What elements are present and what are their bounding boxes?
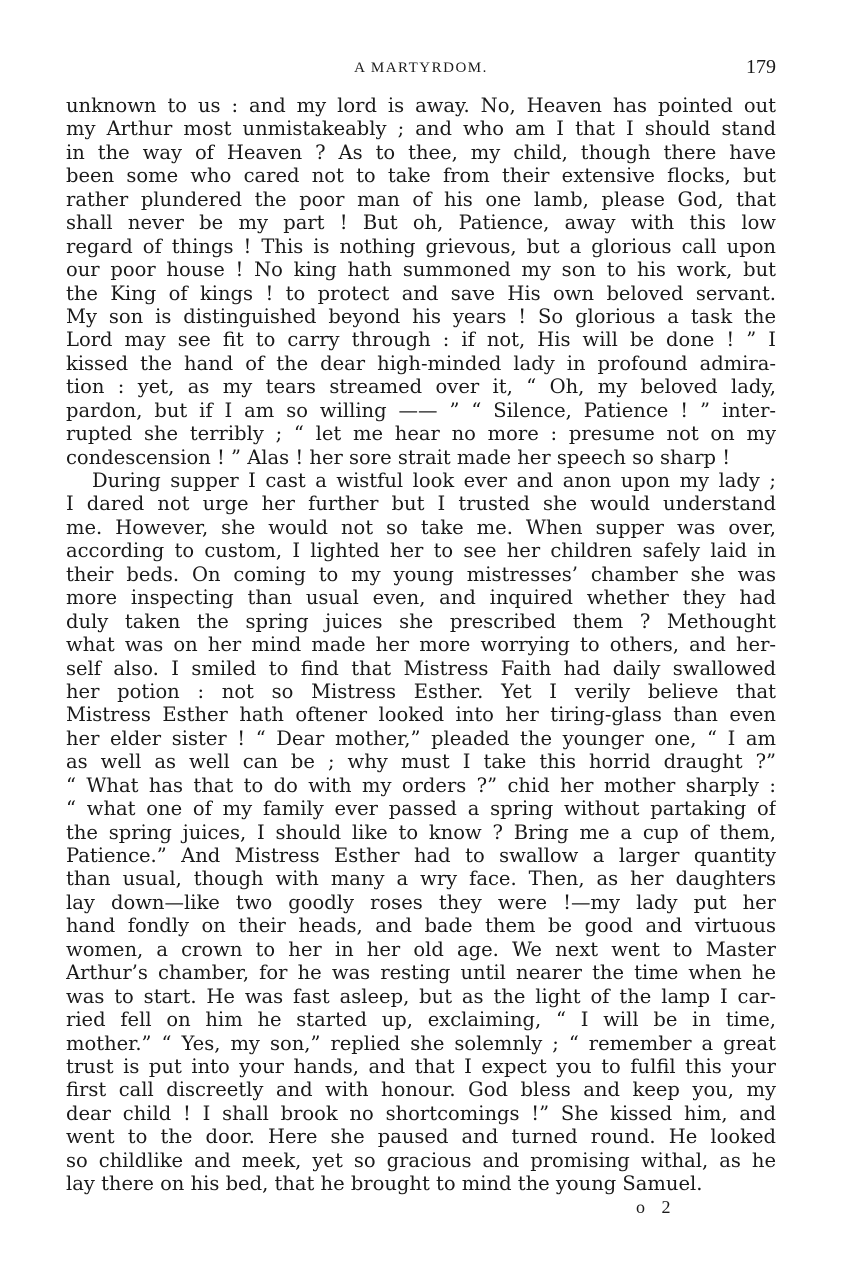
text-line: regard of things ! This is nothing grievous, but a glorious call upon — [66, 234, 776, 258]
text-line: lay down—like two goodly roses they were !—my lady put her — [66, 890, 776, 914]
body-text — [66, 94, 776, 1196]
running-title: A MARTYRDOM. — [354, 60, 488, 76]
text-line: went to the door. Here she paused and turned round. He looked — [66, 1125, 776, 1149]
text-line: our poor house ! No king hath summoned my son to his work, but — [66, 258, 776, 282]
text-line: hand fondly on their heads, and bade them be good and virtuous — [66, 914, 776, 938]
text-line: than usual, though with many a wry face. Then, as her daughters — [66, 867, 776, 891]
text-line: what was on her mind made her more worrying to others, and her- — [66, 633, 776, 657]
text-line: trust is put into your hands, and that I expect you to fulfil this your — [66, 1054, 776, 1078]
text-line: I dared not urge her further but I trusted she would understand — [66, 492, 776, 516]
text-line: her potion : not so Mistress Esther. Yet I verily believe that — [66, 679, 776, 703]
text-line: rupted she terribly ; “ let me hear no more : presume not on my — [66, 422, 776, 446]
text-line: Mistress Esther hath oftener looked into her tiring-glass than even — [66, 703, 776, 727]
text-line: unknown to us : and my lord is away. No, Heaven has pointed out — [66, 94, 776, 117]
text-line: my Arthur most unmistakeably ; and who am I that I should stand — [66, 117, 776, 141]
text-line: Patience.” And Mistress Esther had to swallow a larger quantity — [66, 844, 776, 867]
text-line: first call discreetly and with honour. God bless and keep you, my — [66, 1078, 776, 1102]
text-line: Lord may see fit to carry through : if not, His will be done ! ” I — [66, 328, 776, 352]
signature-mark: o 2 — [636, 1197, 677, 1217]
text-line: women, a crown to her in her old age. We next went to Master — [66, 937, 776, 961]
text-line: pardon, but if I am so willing —— ” “ Silence, Patience ! ” inter- — [66, 398, 776, 422]
text-line: as well as well can be ; why must I take this horrid draught ?” — [66, 750, 776, 774]
text-line: according to custom, I lighted her to see her children safely laid in — [66, 539, 776, 563]
text-line: dear child ! I shall brook no shortcomings !” She kissed him, and — [66, 1101, 776, 1125]
text-line: rather plundered the poor man of his one lamb, please God, that — [66, 187, 776, 211]
text-line: condescension ! ” Alas ! her sore strait made her speech so sharp ! — [66, 445, 731, 469]
text-line: mother.” “ Yes, my son,” replied she solemnly ; “ remember a great — [66, 1031, 776, 1055]
text-line: their beds. On coming to my young mistresses’ chamber she was — [66, 562, 776, 586]
text-line: more inspecting than usual even, and inquired whether they had — [66, 586, 776, 610]
text-line: My son is distinguished beyond his years ! So glorious a task the — [66, 304, 776, 328]
text-line: lay there on his bed, that he brought to mind the young Samuel. — [66, 1172, 703, 1196]
text-line: duly taken the spring juices she prescribed them ? Methought — [66, 609, 776, 633]
text-line: “ What has that to do with my orders ?” chid her mother sharply : — [66, 773, 776, 797]
running-head — [66, 56, 776, 82]
text-line: shall never be my part ! But oh, Patience, away with this low — [66, 211, 776, 235]
paragraph-start-line: During supper I cast a wistful look ever and anon upon my lady ; — [92, 469, 776, 492]
text-line: been some who cared not to take from their extensive flocks, but — [66, 164, 776, 188]
text-line: “ what one of my family ever passed a spring without partaking of — [66, 797, 776, 821]
text-line: her elder sister ! “ Dear mother,” pleaded the younger one, “ I am — [66, 726, 776, 750]
text-line: tion : yet, as my tears streamed over it, “ Oh, my beloved lady, — [66, 375, 776, 399]
text-line: self also. I smiled to find that Mistress Faith had daily swallowed — [66, 656, 776, 680]
text-line: the spring juices, I should like to know ? Bring me a cup of them, — [66, 820, 776, 844]
text-line: kissed the hand of the dear high-minded lady in profound admira- — [66, 351, 776, 375]
text-line: ried fell on him he started up, exclaiming, “ I will be in time, — [66, 1008, 776, 1032]
text-line: the King of kings ! to protect and save His own beloved servant. — [66, 281, 776, 305]
page-number: 179 — [746, 56, 776, 78]
text-line: in the way of Heaven ? As to thee, my child, though there have — [66, 140, 776, 164]
text-line: me. However, she would not so take me. When supper was over, — [66, 515, 776, 539]
text-line: was to start. He was fast asleep, but as the light of the lamp I car- — [66, 984, 776, 1008]
text-line: Arthur’s chamber, for he was resting until nearer the time when he — [66, 961, 776, 985]
text-line: so childlike and meek, yet so gracious and promising withal, as he — [66, 1148, 776, 1172]
